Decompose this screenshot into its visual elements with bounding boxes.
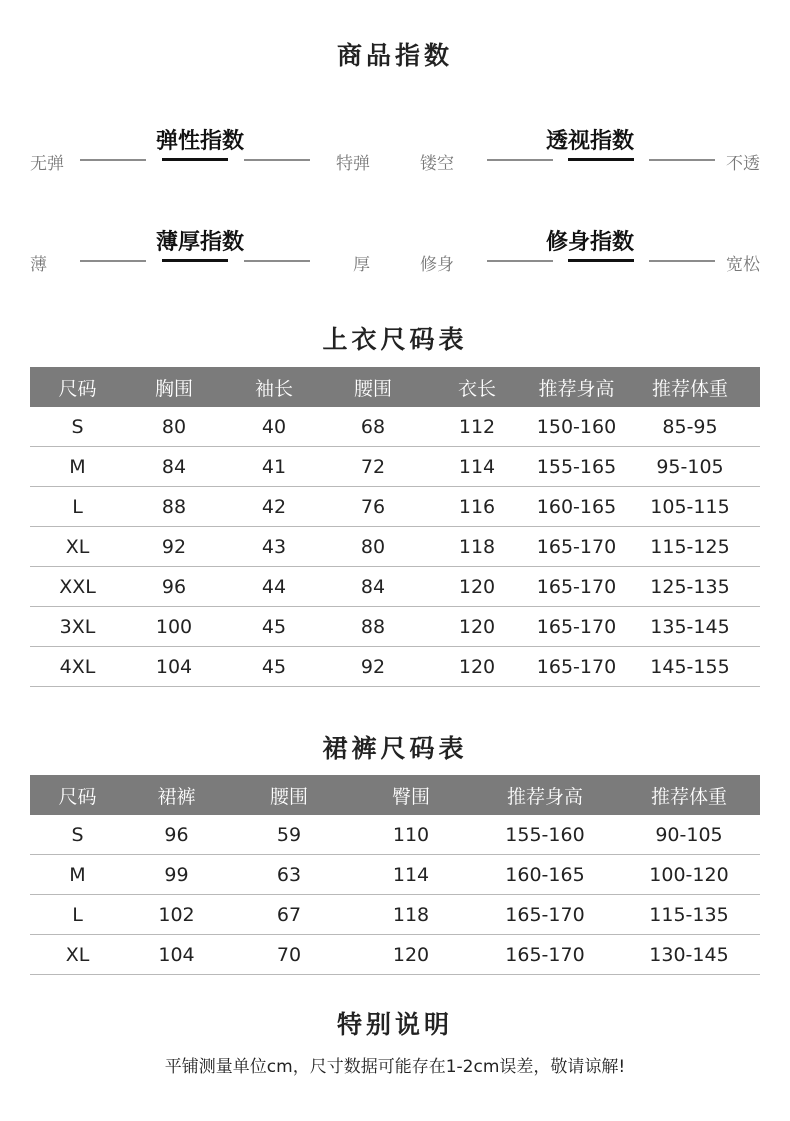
table-cell: 70 — [228, 935, 350, 975]
column-header: 腰围 — [228, 775, 350, 815]
table-row — [30, 935, 760, 975]
scale-segment — [80, 260, 146, 262]
column-header: 袖长 — [223, 367, 325, 407]
column-header: 推荐体重 — [618, 775, 760, 815]
index-right-label: 不透 — [726, 154, 760, 174]
table-cell: 155-160 — [472, 815, 618, 855]
table-cell: 92 — [325, 647, 421, 687]
table-cell: 114 — [421, 447, 533, 487]
table-cell: 165-170 — [533, 567, 620, 607]
scale-segment — [80, 159, 146, 161]
column-header: 臀围 — [350, 775, 472, 815]
table-cell: 165-170 — [533, 607, 620, 647]
table-row — [30, 527, 760, 567]
table-cell: 135-145 — [620, 607, 760, 647]
table-cell: 115-135 — [618, 895, 760, 935]
column-header: 裙裤 — [125, 775, 228, 815]
table-cell: 120 — [350, 935, 472, 975]
table-cell: 160-165 — [533, 487, 620, 527]
table-cell: 80 — [325, 527, 421, 567]
scale-segment-selected — [568, 259, 634, 262]
table-cell: 100 — [125, 607, 223, 647]
table-cell: 112 — [421, 407, 533, 447]
table-cell: 42 — [223, 487, 325, 527]
table-cell: 165-170 — [472, 895, 618, 935]
table-row — [30, 487, 760, 527]
column-header: 胸围 — [125, 367, 223, 407]
thickness-index — [30, 225, 370, 305]
table-cell: 76 — [325, 487, 421, 527]
table-cell: 102 — [125, 895, 228, 935]
table-cell: 165-170 — [533, 527, 620, 567]
scale-segment — [649, 159, 715, 161]
table-cell: 88 — [125, 487, 223, 527]
table-cell: XL — [30, 935, 125, 975]
table-cell: 160-165 — [472, 855, 618, 895]
special-note-text: 平铺测量单位cm，尺寸数据可能存在1-2cm误差，敬请谅解! — [164, 1057, 626, 1077]
table-cell: 99 — [125, 855, 228, 895]
column-header: 推荐身高 — [472, 775, 618, 815]
goods-index-title: 商品指数 — [336, 41, 453, 70]
table-cell: XL — [30, 527, 125, 567]
top-size-table-title: 上衣尺码表 — [322, 325, 468, 354]
table-cell: 3XL — [30, 607, 125, 647]
scale-segment-selected — [568, 158, 634, 161]
index-right-label: 特弹 — [336, 154, 370, 174]
table-row — [30, 895, 760, 935]
table-cell: 104 — [125, 647, 223, 687]
table-cell: 68 — [325, 407, 421, 447]
index-name: 薄厚指数 — [155, 230, 244, 255]
table-row — [30, 647, 760, 687]
column-header: 推荐身高 — [533, 367, 620, 407]
table-cell: 145-155 — [620, 647, 760, 687]
table-cell: 41 — [223, 447, 325, 487]
table-cell: 63 — [228, 855, 350, 895]
table-cell: 90-105 — [618, 815, 760, 855]
index-name: 透视指数 — [545, 129, 634, 154]
table-row — [30, 607, 760, 647]
table-cell: 43 — [223, 527, 325, 567]
scale-segment-selected — [162, 259, 228, 262]
index-left-label: 修身 — [420, 255, 454, 275]
column-header: 尺码 — [30, 367, 125, 407]
column-header: 衣长 — [421, 367, 533, 407]
index-left-label: 薄 — [30, 255, 47, 275]
table-cell: 100-120 — [618, 855, 760, 895]
table-row — [30, 855, 760, 895]
table-cell: 72 — [325, 447, 421, 487]
table-row — [30, 407, 760, 447]
table-cell: S — [30, 815, 125, 855]
table-cell: L — [30, 487, 125, 527]
table-header-row — [30, 367, 760, 407]
table-cell: 59 — [228, 815, 350, 855]
table-cell: L — [30, 895, 125, 935]
table-cell: 95-105 — [620, 447, 760, 487]
column-header: 腰围 — [325, 367, 421, 407]
index-right-label: 宽松 — [726, 255, 760, 275]
table-cell: 88 — [325, 607, 421, 647]
table-cell: 104 — [125, 935, 228, 975]
top-size-table — [30, 367, 760, 687]
table-cell: 118 — [421, 527, 533, 567]
scale-segment — [244, 159, 310, 161]
table-cell: 125-135 — [620, 567, 760, 607]
table-cell: 4XL — [30, 647, 125, 687]
skirt-size-table — [30, 775, 760, 975]
table-cell: 118 — [350, 895, 472, 935]
index-name: 修身指数 — [545, 230, 634, 255]
scale-segment-selected — [162, 158, 228, 161]
table-cell: 105-115 — [620, 487, 760, 527]
table-cell: 110 — [350, 815, 472, 855]
table-cell: S — [30, 407, 125, 447]
table-cell: 80 — [125, 407, 223, 447]
table-cell: 120 — [421, 567, 533, 607]
table-cell: 115-125 — [620, 527, 760, 567]
table-row — [30, 815, 760, 855]
table-cell: 96 — [125, 567, 223, 607]
fit-index — [420, 225, 760, 305]
table-row — [30, 447, 760, 487]
table-cell: 150-160 — [533, 407, 620, 447]
table-cell: 92 — [125, 527, 223, 567]
table-cell: 85-95 — [620, 407, 760, 447]
table-cell: 165-170 — [533, 647, 620, 687]
column-header: 尺码 — [30, 775, 125, 815]
elasticity-index — [30, 124, 370, 204]
table-cell: 120 — [421, 607, 533, 647]
scale-segment — [649, 260, 715, 262]
table-cell: 40 — [223, 407, 325, 447]
table-cell: M — [30, 447, 125, 487]
table-row — [30, 567, 760, 607]
table-cell: 44 — [223, 567, 325, 607]
sheerness-index — [420, 124, 760, 204]
table-cell: 165-170 — [472, 935, 618, 975]
table-cell: 130-145 — [618, 935, 760, 975]
table-cell: 114 — [350, 855, 472, 895]
skirt-size-table-title: 裙裤尺码表 — [322, 734, 468, 763]
table-cell: 96 — [125, 815, 228, 855]
scale-segment — [487, 260, 553, 262]
scale-segment — [487, 159, 553, 161]
index-name: 弹性指数 — [155, 129, 244, 154]
index-left-label: 无弹 — [30, 154, 64, 174]
index-left-label: 镂空 — [420, 154, 454, 174]
column-header: 推荐体重 — [620, 367, 760, 407]
table-cell: 84 — [325, 567, 421, 607]
table-cell: 45 — [223, 647, 325, 687]
table-cell: XXL — [30, 567, 125, 607]
table-cell: 116 — [421, 487, 533, 527]
table-cell: 84 — [125, 447, 223, 487]
table-cell: 45 — [223, 607, 325, 647]
table-cell: 67 — [228, 895, 350, 935]
table-header-row — [30, 775, 760, 815]
table-cell: 155-165 — [533, 447, 620, 487]
table-cell: 120 — [421, 647, 533, 687]
special-note-title: 特别说明 — [336, 1010, 453, 1039]
index-right-label: 厚 — [353, 255, 370, 275]
scale-segment — [244, 260, 310, 262]
table-cell: M — [30, 855, 125, 895]
